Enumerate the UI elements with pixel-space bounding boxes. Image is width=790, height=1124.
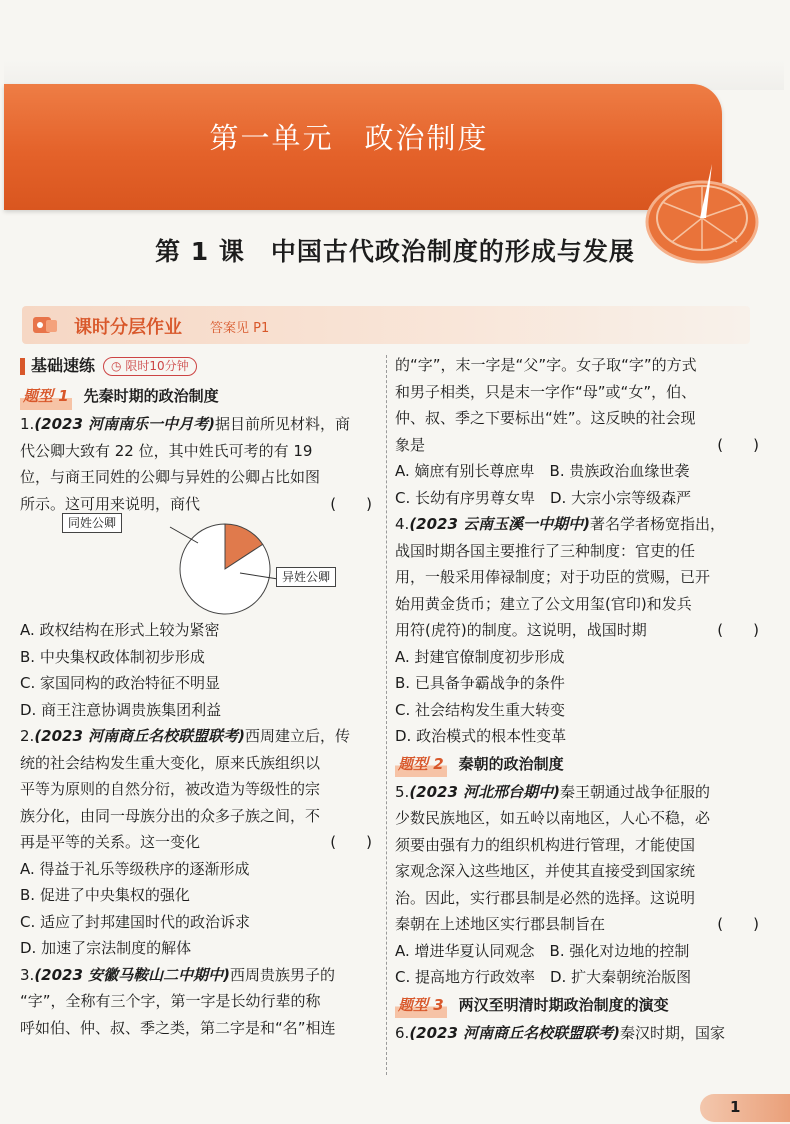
option-cd[interactable]: C. 长幼有序男尊女卑 D. 大宗小宗等级森严 <box>395 488 692 507</box>
homework-label: 课时分层作业 <box>74 317 182 338</box>
question-number: 6. <box>395 1023 410 1042</box>
question-line: 统的社会结构发生重大变化，原来氏族组织以 <box>20 753 321 772</box>
lesson-title: 第 1 课 中国古代政治制度的形成与发展 <box>155 237 635 266</box>
option-c[interactable]: C. 适应了封邦建国时代的政治诉求 <box>20 912 251 931</box>
question-line: 家观念深入这些地区，并使其直接受到国家统 <box>395 862 696 880</box>
question-line: 的“字”，末一字是“父”字。女子取“字”的方式 <box>395 356 697 374</box>
question-line: 用符(虎符)的制度。这说明，战国时期 <box>395 621 647 639</box>
answer-blank[interactable]: ( ) <box>330 494 372 513</box>
question-line: 族分化，由同一母族分出的众多子族之间，不 <box>20 806 321 825</box>
type-header-1 <box>20 382 380 411</box>
page-number-tab <box>700 1094 790 1122</box>
question-line: 始用黄金货币；建立了公文用玺(官印)和发兵 <box>395 594 692 613</box>
question-source: (2023 河北邢台期中) <box>409 782 560 801</box>
question-3-continued <box>395 352 767 511</box>
question-3 <box>20 962 380 1042</box>
question-line: 秦王朝通过战争征服的 <box>560 782 711 801</box>
question-2 <box>20 723 380 962</box>
question-number: 4. <box>395 515 410 533</box>
option-a[interactable]: A. 得益于礼乐等级秩序的逐渐形成 <box>20 859 250 878</box>
question-source: (2023 河南商丘名校联盟联考) <box>409 1023 620 1042</box>
question-number: 2. <box>20 727 35 745</box>
question-line: “字”，全称有三个字，第一字是长幼行辈的称 <box>20 992 321 1010</box>
answer-blank[interactable]: ( ) <box>717 915 759 933</box>
type-tag: 题型 2 <box>395 751 447 778</box>
option-d[interactable]: D. 商王注意协调贵族集团利益 <box>20 700 222 719</box>
question-line: 象是 <box>395 435 426 454</box>
option-c[interactable]: C. 社会结构发生重大转变 <box>395 700 566 719</box>
type-tag: 题型 3 <box>395 992 447 1019</box>
question-line: 再是平等的关系。这一变化 <box>20 833 201 851</box>
unit-banner <box>4 84 722 210</box>
pie-chart <box>20 517 380 617</box>
question-line: 西周建立后，传 <box>245 727 351 745</box>
left-column <box>20 352 380 1041</box>
question-5 <box>395 779 767 991</box>
type-title: 秦朝的政治制度 <box>458 754 564 773</box>
clock-icon: ◷ <box>111 358 122 373</box>
option-b[interactable]: B. 已具备争霸战争的条件 <box>395 674 565 692</box>
question-line: 用，一般采用俸禄制度；对于功臣的赏赐，已开 <box>395 568 711 586</box>
leader-line <box>170 527 198 543</box>
option-b[interactable]: B. 中央集权政体制初步形成 <box>20 647 205 666</box>
column-divider <box>386 355 387 1075</box>
question-line: 仲、叔、季之下要标出“姓”。这反映的社会现 <box>395 409 696 427</box>
option-a[interactable]: A. 封建官僚制度初步形成 <box>395 647 565 666</box>
pie-label-other-surname: 异姓公卿 <box>276 567 336 587</box>
question-line: 所示。这可用来说明，商代 <box>20 494 201 513</box>
question-source: (2023 河南南乐一中月考) <box>34 415 215 433</box>
question-line: 著名学者杨宽指出， <box>590 515 726 533</box>
notebook-icon <box>32 314 58 336</box>
timer-text: 限时10分钟 <box>125 358 189 373</box>
answer-blank[interactable]: ( ) <box>330 833 372 851</box>
question-line: 据目前所见材料，商 <box>215 415 351 433</box>
question-line: 位，与商王同姓的公卿与异姓的公卿占比如图 <box>20 468 321 486</box>
pie-label-same-surname: 同姓公卿 <box>62 513 122 533</box>
option-a[interactable]: A. 政权结构在形式上较为紧密 <box>20 621 220 639</box>
right-column <box>395 352 767 1046</box>
question-line: 秦汉时期，国家 <box>620 1023 726 1042</box>
option-ab[interactable]: A. 嫡庶有别长尊庶卑 B. 贵族政治血缘世袭 <box>395 462 690 480</box>
question-line: 和男子相类，只是末一字作“母”或“女”，伯、 <box>395 382 697 401</box>
question-number: 3. <box>20 965 35 984</box>
question-1 <box>20 411 380 723</box>
question-number: 5. <box>395 782 410 801</box>
option-c[interactable]: C. 家国同构的政治特征不明显 <box>20 674 221 692</box>
type-title: 先秦时期的政治制度 <box>83 387 219 406</box>
type-tag: 题型 1 <box>20 383 72 410</box>
answer-blank[interactable]: ( ) <box>717 621 759 639</box>
section-marker <box>20 358 25 375</box>
question-number: 1. <box>20 415 35 433</box>
section-header <box>20 352 380 380</box>
page-number: 1 <box>730 1098 741 1116</box>
type-header-2 <box>395 750 767 779</box>
question-line: 须要由强有力的组织机构进行管理，才能使国 <box>395 835 696 854</box>
option-d[interactable]: D. 加速了宗法制度的解体 <box>20 939 192 957</box>
question-line: 战国时期各国主要推行了三种制度：官吏的任 <box>395 541 696 560</box>
option-b[interactable]: B. 促进了中央集权的强化 <box>20 886 190 904</box>
unit-title: 第一单元 政治制度 <box>209 121 489 155</box>
question-source: (2023 云南玉溪一中期中) <box>409 515 590 533</box>
type-header-3 <box>395 991 767 1020</box>
question-source: (2023 河南商丘名校联盟联考) <box>34 727 245 745</box>
timer-badge <box>103 357 197 376</box>
option-d[interactable]: D. 政治模式的根本性变革 <box>395 727 567 745</box>
question-line: 治。因此，实行郡县制是必然的选择。这说明 <box>395 888 696 907</box>
section-title: 基础速练 <box>31 355 96 375</box>
question-line: 平等为原则的自然分衍，被改造为等级性的宗 <box>20 780 321 798</box>
question-4 <box>395 511 767 750</box>
option-ab[interactable]: A. 增进华夏认同观念 B. 强化对边地的控制 <box>395 941 690 960</box>
homework-bar <box>22 306 750 344</box>
question-6 <box>395 1020 767 1047</box>
answer-reference: 答案见 P1 <box>210 321 270 336</box>
option-cd[interactable]: C. 提高地方行政效率 D. 扩大秦朝统治版图 <box>395 968 692 986</box>
type-title: 两汉至明清时期政治制度的演变 <box>458 995 669 1014</box>
question-line: 秦朝在上述地区实行郡县制旨在 <box>395 915 606 933</box>
question-line: 西周贵族男子的 <box>230 965 336 984</box>
question-line: 呼如伯、仲、叔、季之类，第二字是和“名”相连 <box>20 1018 336 1037</box>
question-line: 少数民族地区，如五岭以南地区，人心不稳，必 <box>395 809 711 827</box>
answer-blank[interactable]: ( ) <box>717 435 759 454</box>
question-source: (2023 安徽马鞍山二中期中) <box>34 965 230 984</box>
question-line: 代公卿大致有 22 位，其中姓氏可考的有 19 <box>20 441 313 460</box>
